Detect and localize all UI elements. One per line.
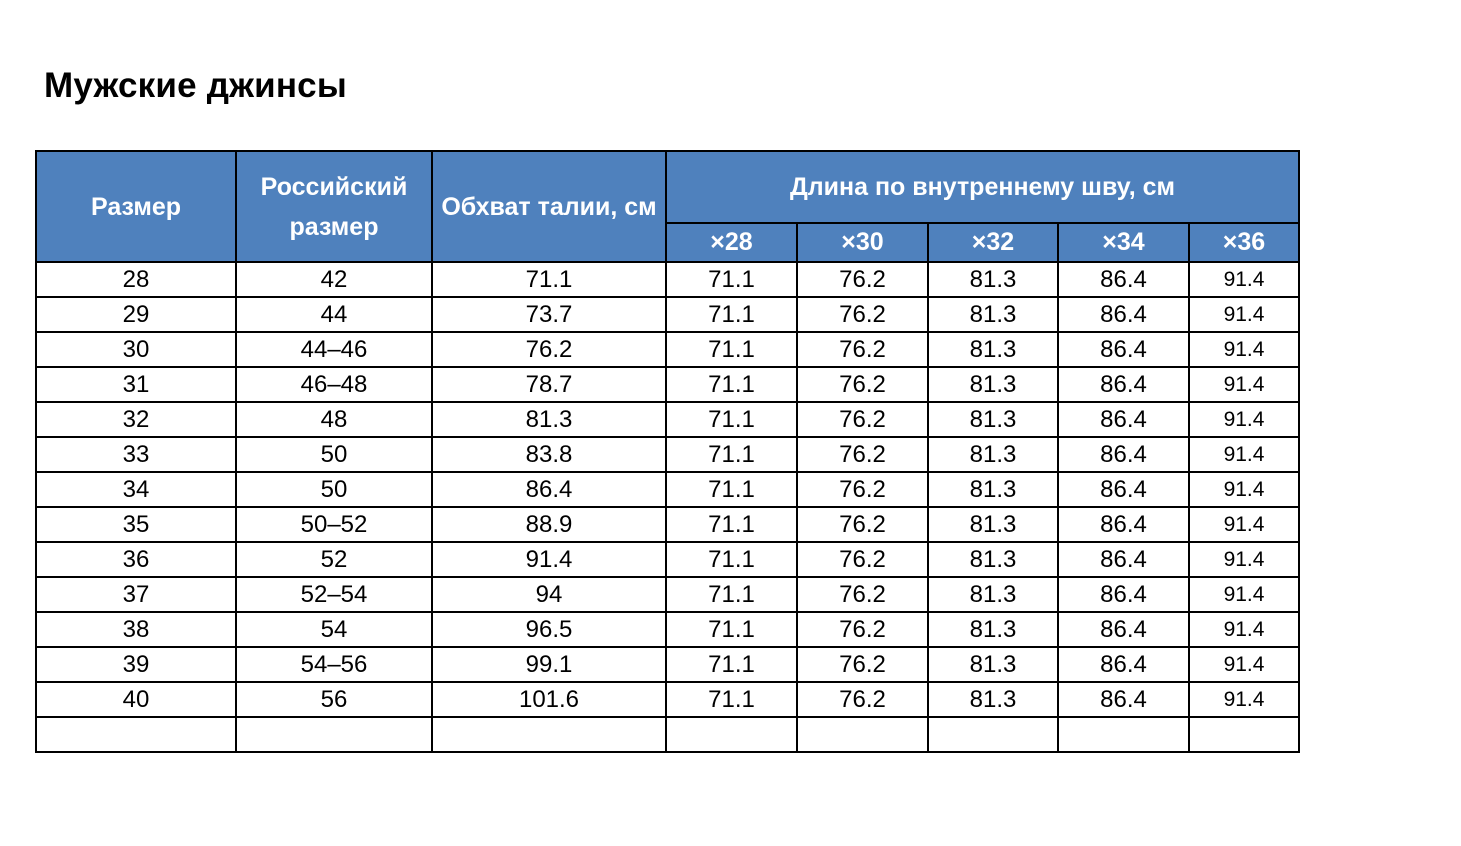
table-row — [36, 402, 1299, 437]
inseam-32-cell: 81.3 — [928, 682, 1058, 717]
inseam-28-cell: 71.1 — [666, 647, 797, 682]
table-row — [36, 577, 1299, 612]
table-row — [36, 507, 1299, 542]
size-cell: 29 — [36, 297, 236, 332]
inseam-36-cell: 91.4 — [1189, 647, 1299, 682]
waist-cell: 94 — [432, 577, 666, 612]
inseam-36-cell: 91.4 — [1189, 577, 1299, 612]
inseam-30-cell — [797, 717, 928, 752]
size-cell: 30 — [36, 332, 236, 367]
russian-size-cell: 42 — [236, 262, 432, 297]
inseam-34-cell: 86.4 — [1058, 402, 1189, 437]
inseam-28-cell: 71.1 — [666, 542, 797, 577]
russian-size-cell: 50 — [236, 437, 432, 472]
table-row — [36, 332, 1299, 367]
inseam-36-cell: 91.4 — [1189, 262, 1299, 297]
russian-size-cell: 52 — [236, 542, 432, 577]
inseam-32-header: ×32 — [928, 223, 1058, 262]
size-cell: 36 — [36, 542, 236, 577]
inseam-34-cell: 86.4 — [1058, 437, 1189, 472]
inseam-28-header: ×28 — [666, 223, 797, 262]
inseam-34-cell: 86.4 — [1058, 507, 1189, 542]
inseam-30-cell: 76.2 — [797, 332, 928, 367]
inseam-28-cell: 71.1 — [666, 682, 797, 717]
waist-cell: 88.9 — [432, 507, 666, 542]
waist-cell: 83.8 — [432, 437, 666, 472]
russian-size-cell: 56 — [236, 682, 432, 717]
russian-size-column-header: Российский размер — [236, 151, 432, 262]
table-row — [36, 437, 1299, 472]
russian-size-cell: 50–52 — [236, 507, 432, 542]
inseam-36-cell: 91.4 — [1189, 682, 1299, 717]
inseam-28-cell: 71.1 — [666, 577, 797, 612]
inseam-34-header: ×34 — [1058, 223, 1189, 262]
waist-cell: 76.2 — [432, 332, 666, 367]
russian-size-cell: 54–56 — [236, 647, 432, 682]
inseam-28-cell: 71.1 — [666, 472, 797, 507]
inseam-32-cell: 81.3 — [928, 367, 1058, 402]
inseam-30-cell: 76.2 — [797, 507, 928, 542]
inseam-30-cell: 76.2 — [797, 472, 928, 507]
waist-cell: 81.3 — [432, 402, 666, 437]
inseam-28-cell: 71.1 — [666, 612, 797, 647]
inseam-36-cell: 91.4 — [1189, 332, 1299, 367]
size-cell — [36, 717, 236, 752]
inseam-36-cell: 91.4 — [1189, 402, 1299, 437]
inseam-30-cell: 76.2 — [797, 297, 928, 332]
inseam-36-cell: 91.4 — [1189, 612, 1299, 647]
inseam-32-cell: 81.3 — [928, 402, 1058, 437]
inseam-34-cell: 86.4 — [1058, 612, 1189, 647]
waist-cell: 91.4 — [432, 542, 666, 577]
inseam-32-cell: 81.3 — [928, 262, 1058, 297]
header-row — [36, 151, 1299, 223]
inseam-34-cell: 86.4 — [1058, 262, 1189, 297]
waist-cell — [432, 717, 666, 752]
russian-size-cell: 52–54 — [236, 577, 432, 612]
size-cell: 28 — [36, 262, 236, 297]
waist-cell: 101.6 — [432, 682, 666, 717]
inseam-32-cell — [928, 717, 1058, 752]
russian-size-cell: 44–46 — [236, 332, 432, 367]
inseam-30-cell: 76.2 — [797, 367, 928, 402]
waist-cell: 73.7 — [432, 297, 666, 332]
inseam-36-cell: 91.4 — [1189, 367, 1299, 402]
inseam-28-cell: 71.1 — [666, 367, 797, 402]
inseam-32-cell: 81.3 — [928, 332, 1058, 367]
waist-column-header: Обхват талии, см — [432, 151, 666, 262]
inseam-34-cell — [1058, 717, 1189, 752]
inseam-32-cell: 81.3 — [928, 647, 1058, 682]
inseam-36-cell: 91.4 — [1189, 507, 1299, 542]
waist-cell: 71.1 — [432, 262, 666, 297]
inseam-28-cell: 71.1 — [666, 332, 797, 367]
inseam-34-cell: 86.4 — [1058, 472, 1189, 507]
inseam-36-cell: 91.4 — [1189, 472, 1299, 507]
table-body — [36, 262, 1299, 752]
waist-cell: 78.7 — [432, 367, 666, 402]
inseam-30-cell: 76.2 — [797, 612, 928, 647]
table-row — [36, 647, 1299, 682]
table-row — [36, 262, 1299, 297]
size-table — [35, 150, 1300, 753]
inseam-30-cell: 76.2 — [797, 682, 928, 717]
inseam-28-cell — [666, 717, 797, 752]
inseam-36-header: ×36 — [1189, 223, 1299, 262]
table-row — [36, 612, 1299, 647]
table-row — [36, 717, 1299, 752]
inseam-32-cell: 81.3 — [928, 507, 1058, 542]
russian-size-cell: 44 — [236, 297, 432, 332]
inseam-34-cell: 86.4 — [1058, 577, 1189, 612]
inseam-30-header: ×30 — [797, 223, 928, 262]
inseam-34-cell: 86.4 — [1058, 542, 1189, 577]
inseam-28-cell: 71.1 — [666, 437, 797, 472]
table-row — [36, 297, 1299, 332]
inseam-34-cell: 86.4 — [1058, 297, 1189, 332]
inseam-28-cell: 71.1 — [666, 297, 797, 332]
waist-cell: 99.1 — [432, 647, 666, 682]
size-cell: 33 — [36, 437, 236, 472]
inseam-36-cell: 91.4 — [1189, 437, 1299, 472]
inseam-28-cell: 71.1 — [666, 262, 797, 297]
inseam-34-cell: 86.4 — [1058, 647, 1189, 682]
russian-size-cell: 48 — [236, 402, 432, 437]
waist-cell: 96.5 — [432, 612, 666, 647]
inseam-30-cell: 76.2 — [797, 577, 928, 612]
waist-cell: 86.4 — [432, 472, 666, 507]
size-cell: 39 — [36, 647, 236, 682]
inseam-30-cell: 76.2 — [797, 402, 928, 437]
size-cell: 37 — [36, 577, 236, 612]
size-cell: 31 — [36, 367, 236, 402]
inseam-34-cell: 86.4 — [1058, 682, 1189, 717]
table-row — [36, 472, 1299, 507]
inseam-32-cell: 81.3 — [928, 472, 1058, 507]
inseam-30-cell: 76.2 — [797, 542, 928, 577]
inseam-32-cell: 81.3 — [928, 542, 1058, 577]
size-cell: 35 — [36, 507, 236, 542]
inseam-32-cell: 81.3 — [928, 577, 1058, 612]
size-cell: 34 — [36, 472, 236, 507]
inseam-34-cell: 86.4 — [1058, 367, 1189, 402]
inseam-34-cell: 86.4 — [1058, 332, 1189, 367]
size-cell: 40 — [36, 682, 236, 717]
inseam-30-cell: 76.2 — [797, 437, 928, 472]
inseam-36-cell: 91.4 — [1189, 542, 1299, 577]
russian-size-cell — [236, 717, 432, 752]
table-row — [36, 367, 1299, 402]
table-row — [36, 682, 1299, 717]
inseam-30-cell: 76.2 — [797, 647, 928, 682]
page-title: Мужские джинсы — [44, 66, 347, 105]
inseam-36-cell: 91.4 — [1189, 297, 1299, 332]
russian-size-cell: 50 — [236, 472, 432, 507]
inseam-36-cell — [1189, 717, 1299, 752]
size-cell: 38 — [36, 612, 236, 647]
inseam-28-cell: 71.1 — [666, 507, 797, 542]
inseam-28-cell: 71.1 — [666, 402, 797, 437]
size-column-header: Размер — [36, 151, 236, 262]
size-cell: 32 — [36, 402, 236, 437]
inseam-32-cell: 81.3 — [928, 612, 1058, 647]
table-row — [36, 542, 1299, 577]
inseam-30-cell: 76.2 — [797, 262, 928, 297]
russian-size-cell: 54 — [236, 612, 432, 647]
russian-size-cell: 46–48 — [236, 367, 432, 402]
inseam-32-cell: 81.3 — [928, 297, 1058, 332]
inseam-group-header: Длина по внутреннему шву, см — [666, 151, 1299, 223]
inseam-32-cell: 81.3 — [928, 437, 1058, 472]
